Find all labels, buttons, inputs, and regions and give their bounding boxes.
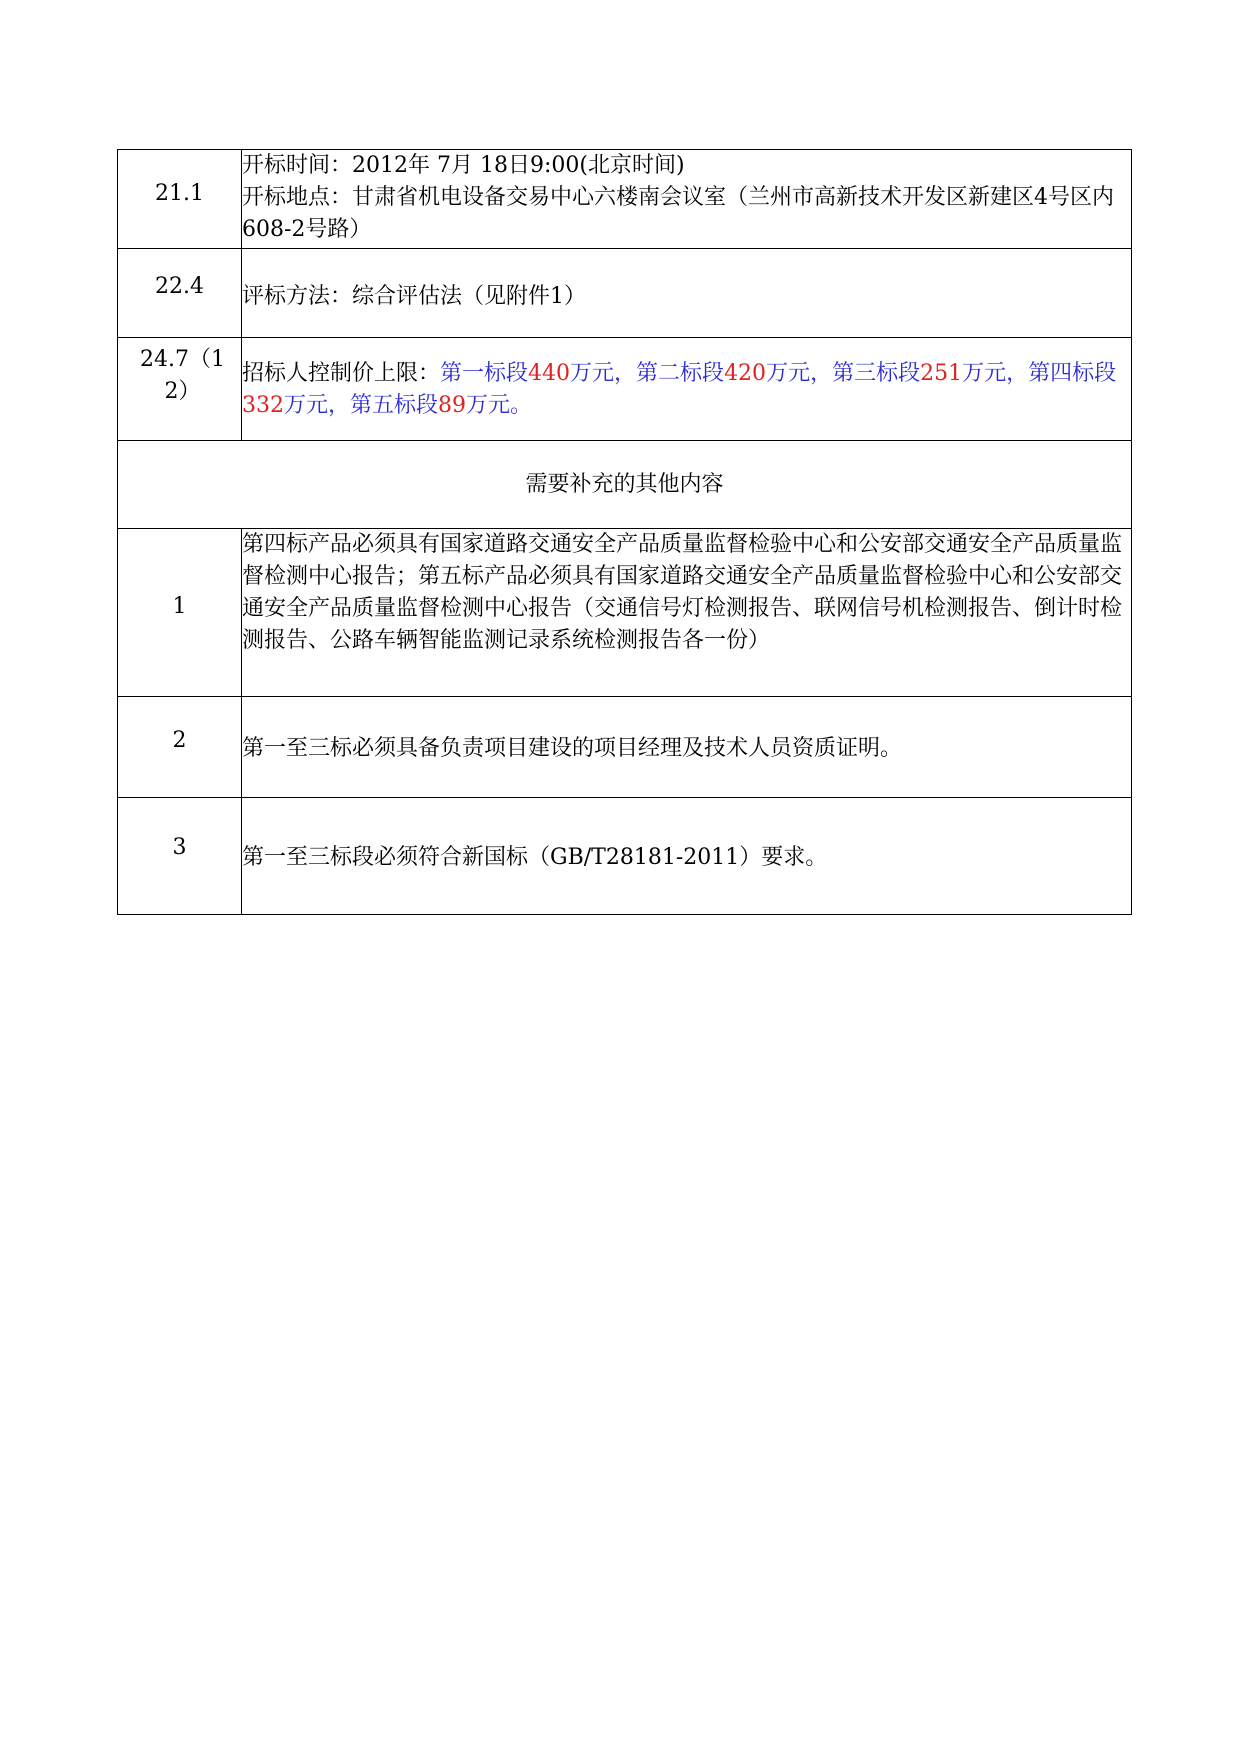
table-row	[118, 150, 1132, 249]
item-text: 第一至三标段必须符合新国标（GB/T28181-2011）要求。	[242, 845, 828, 870]
bid-opening-time: 开标时间：2012年 7月 18日9:00(北京时间)	[242, 153, 685, 178]
lot-amount: 89	[438, 393, 467, 418]
item-number-cell	[118, 529, 242, 697]
item-number: 3	[172, 835, 187, 860]
lot-amount: 440	[528, 361, 571, 386]
table-row	[118, 249, 1132, 338]
lot-label: 第五标段	[350, 393, 439, 418]
lot-label: 第四标段	[1028, 361, 1117, 386]
item-content-cell	[242, 529, 1132, 697]
clause-content-cell	[242, 150, 1132, 249]
clause-number-cell	[118, 249, 242, 338]
item-number: 1	[172, 594, 187, 619]
lot-label: 第三标段	[832, 361, 921, 386]
item-number-cell	[118, 798, 242, 915]
section-row	[118, 441, 1132, 529]
lot-unit: 万元。	[466, 393, 533, 418]
table-row	[118, 529, 1132, 697]
lot-unit: 万元，	[570, 361, 637, 386]
lot-amount: 251	[920, 361, 963, 386]
clause-number-cell	[118, 150, 242, 249]
item-number-cell	[118, 697, 242, 798]
evaluation-method: 评标方法：综合评估法（见附件1）	[242, 284, 586, 309]
control-price-prefix: 招标人控制价上限：	[242, 361, 441, 386]
lot-amount: 332	[242, 393, 284, 418]
lot-label: 第一标段	[440, 361, 529, 386]
clause-number-cell	[118, 338, 242, 441]
table-row	[118, 697, 1132, 798]
clause-number: 21.1	[155, 181, 204, 206]
control-price-text	[242, 358, 1131, 422]
section-title: 需要补充的其他内容	[118, 441, 1132, 529]
item-content-cell	[242, 798, 1132, 915]
item-text: 第四标产品必须具有国家道路交通安全产品质量监督检验中心和公安部交通安全产品质量监督检测中心报告；第五标产品必须具有国家道路交通安全产品质量监督检验中心和公安部交通安全产品质量监督检测中心报告（交通信号灯检测报告、联网信号机检测报告、倒计时检测报告、公路车辆智能监测记录系统检测报告各一份）	[242, 532, 1123, 653]
bid-data-table	[117, 149, 1132, 915]
lot-amount: 420	[724, 361, 767, 386]
clause-content-cell	[242, 338, 1132, 441]
item-text: 第一至三标必须具备负责项目建设的项目经理及技术人员资质证明。	[242, 736, 903, 761]
clause-number: 22.4	[155, 274, 204, 299]
bid-opening-location: 开标地点：甘肃省机电设备交易中心六楼南会议室（兰州市高新技术开发区新建区4号区内608-2号路）	[242, 185, 1115, 242]
item-number: 2	[172, 728, 187, 753]
clause-number: 24.7（12）	[140, 347, 225, 404]
table-row	[118, 338, 1132, 441]
lot-label: 第二标段	[636, 361, 725, 386]
lot-unit: 万元，	[766, 361, 833, 386]
lot-unit: 万元，	[284, 393, 351, 418]
clause-content-cell	[242, 249, 1132, 338]
item-content-cell	[242, 697, 1132, 798]
table-row	[118, 798, 1132, 915]
lot-unit: 万元，	[962, 361, 1029, 386]
